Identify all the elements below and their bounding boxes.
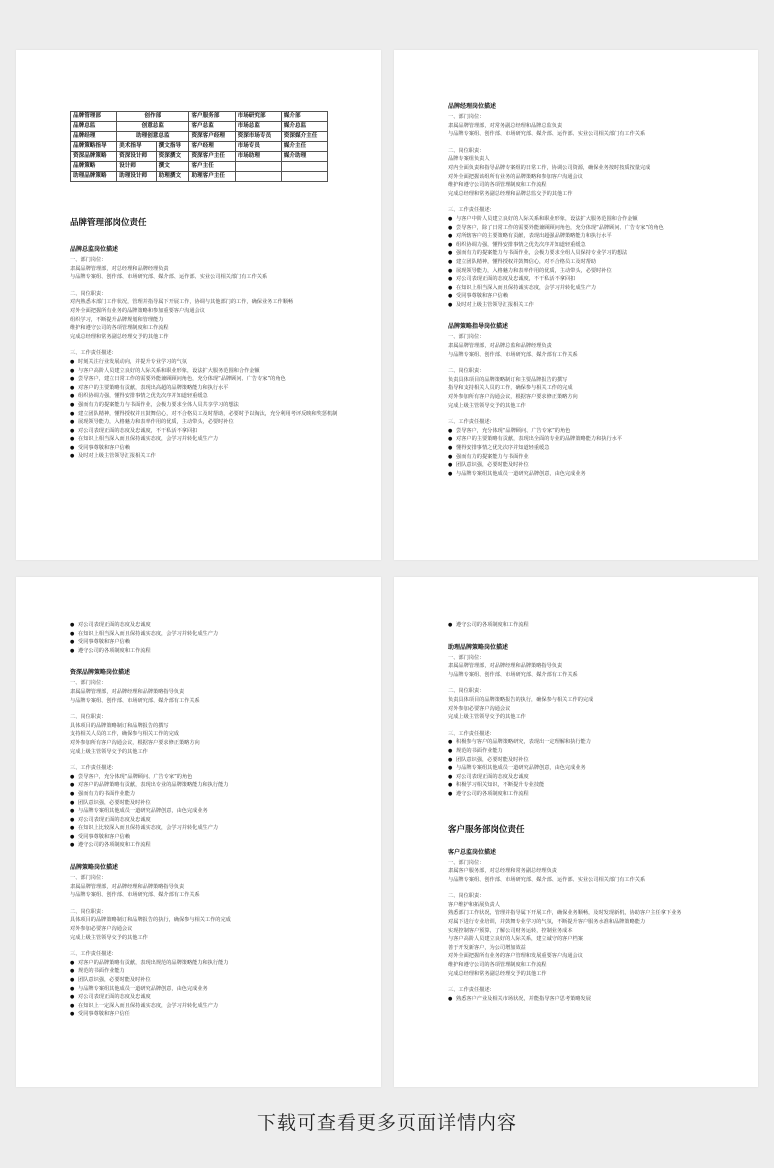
text-line: 指导和支持相关人员的工作，确保参与相关工作的完成 [448, 385, 573, 392]
list-item: ● 强而有力的提案能力与书面作业 [448, 453, 758, 462]
text-line: 对外参加所有客户沟通会议，根据客户要求修正策略方向 [70, 739, 200, 746]
block-title: 品牌经理岗位描述 [448, 103, 497, 110]
list-item: ● 对客户的品牌策略有贡献，表现出规范的品牌策略能力和执行能力 [70, 959, 381, 968]
block-title: 助理品牌策略岗位描述 [448, 643, 509, 651]
list-item: ● 及时对上级主管领导汇报相关工作 [70, 452, 381, 461]
list-item: ● 对公司表现正面的态度及忠诚度 [448, 773, 758, 782]
paragraph-group [448, 687, 758, 721]
table-cell [235, 172, 281, 182]
table-cell: 市场总监 [235, 122, 281, 132]
list-item: ● 建立团队精神，懂得授权并鼓舞信心，对不合格员工及时帮助 [448, 258, 758, 267]
list-item: ● 团队意识强，必要时能及时补位 [448, 461, 758, 470]
text-line: 对外参加必要客户沟通会议 [70, 926, 133, 933]
text-line: 对外全面把握所有业务的客户管理和发展重要客户沟通会议 [448, 953, 583, 960]
list-item: ● 与客户高阶人员建立良好的人际关系和职业形象，设法扩大服务范围和合作金额 [70, 367, 381, 376]
list-item: ● 与客户中阶人员建立良好的人际关系和职业形象，设法扩大服务范围和合作金额 [448, 215, 758, 224]
table-cell: 设计师 [117, 162, 156, 172]
table-cell: 媒介总监 [281, 122, 327, 132]
list-item: ● 对客户的主要策略有贡献，表现出全面的专业的品牌策略能力和执行水平 [448, 435, 758, 444]
text-line: 隶属客户服务部，对总经理和常务副总经理负责 [448, 868, 557, 875]
list-item: ● 对公司表现正面的态度及忠诚度 [70, 816, 381, 825]
list-item: ● 受同事尊敬和客户信赖 [448, 292, 758, 301]
list-item: ● 受同事尊敬和客户信任 [70, 1010, 381, 1019]
table-row [71, 152, 328, 162]
table-cell: 美术指导 [117, 142, 156, 152]
table-row [71, 162, 328, 172]
paragraph-group [448, 859, 758, 885]
table-cell: 创作部 [117, 112, 189, 122]
paragraph-group [70, 874, 381, 900]
list-item: ● 积极参与客户的品牌策略研究，表现出一定理解和执行能力 [448, 738, 758, 747]
table-row [71, 132, 328, 142]
table-cell: 市场助理 [235, 152, 281, 162]
list-item: ● 与品牌专案组其他成员一道研究品牌创意，由色完成业务 [448, 470, 758, 479]
paragraph-group [448, 654, 758, 680]
text-line: 一、部门岗位： [70, 875, 107, 882]
text-line: 与品牌专案组、创作部、市场研究部、媒介部有工作关系 [448, 671, 578, 678]
bullet-list [70, 959, 381, 1019]
table-cell: 助理撰文 [156, 172, 189, 182]
list-item: ● 受同事尊敬和客户信赖 [70, 444, 381, 453]
text-line: 维护和遵守公司的各项管理制度和工作流程 [70, 325, 169, 332]
paragraph-group [448, 367, 758, 410]
list-item: ● 与品牌专案组其他成员一道研究品牌创意，由色完成业务 [448, 764, 758, 773]
paragraph-group [70, 290, 381, 342]
text-line: 与品牌专案组、创作部、市场研究部、媒介部有工作关系 [70, 697, 200, 704]
paragraph-group [70, 713, 381, 756]
text-line: 与品牌专案组、创作部、市场研究部、媒介部、运作部、实业公司相关部门有工作关系 [448, 876, 646, 883]
table-cell: 资深撰文 [156, 152, 189, 162]
list-item: ● 在知识上比较深入而且保持诚实态度，会学习并转化成生产力 [70, 824, 381, 833]
bullet-list [448, 427, 758, 479]
list-item: ● 在知识上相当深入而且保持诚实态度，会学习并转化成生产力 [448, 284, 758, 293]
bullet-list [70, 773, 381, 850]
text-line: 二、岗位职责： [448, 688, 485, 695]
text-line: 对内全面负责和指导品牌专案组的日常工作，协调公司资源，确保业务按时按质按量完成 [448, 164, 651, 171]
list-item: ● 对客户的主要策略有贡献，表现出高超的品牌策略能力和执行水平 [70, 384, 381, 393]
bullet-list [70, 621, 381, 655]
list-item: ● 受同事尊敬和客户信赖 [70, 833, 381, 842]
text-line: 完成上级主管领导交予的其他工作 [448, 714, 526, 721]
text-line: 负责具体项目的品牌策略报告的执行，确保参与相关工作的完成 [448, 696, 594, 703]
paragraph-group [448, 333, 758, 359]
table-cell: 助理创意总监 [117, 132, 189, 142]
text-line: 组织学习，不断提升品牌规划和管理能力 [70, 316, 164, 323]
block-title: 品牌策略指导岗位描述 [448, 323, 509, 331]
table-cell: 资深客户主任 [189, 152, 235, 162]
text-line: 维护和遵守公司的各项管理制度和工作流程 [448, 962, 547, 969]
text-line: 一、部门岗位： [448, 859, 485, 866]
paragraph-group [70, 679, 381, 705]
text-line: 对外全面把握该组所有业务的品牌策略和参加客户沟通会议 [448, 173, 583, 180]
list-item: ● 遵守公司的各项制度和工作流程 [70, 841, 381, 850]
text-line: 二、岗位职责： [448, 368, 485, 375]
list-item: ● 对客户的品牌策略有贡献，表现出专业的品牌策略能力和执行能力 [70, 781, 381, 790]
table-cell: 品牌总监 [71, 122, 117, 132]
list-item: ● 遵守公司的各项制度和工作流程 [448, 790, 758, 799]
text-line: 完成上级主管领导交予的其他工作 [70, 934, 148, 941]
list-item: ● 及时对上级主管领导汇报相关工作 [448, 301, 758, 310]
list-item: ● 建立团队精神，懂得授权并且鼓舞信心，对不合格员工及时帮助，必要时予以淘汰，充分利用考评反映和奖惩机制 [70, 410, 381, 419]
list-item: ● 组织协调力强，懂得安排事情之优先次序并知道轻重缓急 [448, 241, 758, 250]
text-line: 二、岗位职责： [70, 908, 107, 915]
section-title: 客户服务部岗位责任 [448, 824, 525, 835]
table-cell: 客户服务部 [189, 112, 235, 122]
list-item: ● 团队意识强，必要时能及时补位 [448, 756, 758, 765]
text-line: 隶属品牌管理部，对品牌经理和品牌策略指导负责 [70, 688, 185, 695]
text-line: 完成总经理和常务副总经理交予的其他工作 [448, 970, 547, 977]
list-item: ● 规范的书面作业能力 [70, 967, 381, 976]
text-line: 支持相关人员的工作，确保参与相关工作的完成 [70, 731, 179, 738]
paragraph-group [70, 256, 381, 282]
table-row [71, 112, 328, 122]
text-line: 一、部门岗位： [448, 114, 485, 120]
list-item: ● 团队意识强，必要时能及时补位 [70, 799, 381, 808]
text-line: 隶属品牌管理部，对品牌经理和品牌策略指导负责 [70, 883, 185, 890]
list-item: ● 对所辖客户的主要策略有贡献，表现出超强品牌策略能力和执行水平 [448, 232, 758, 241]
table-row [71, 122, 328, 132]
list-item: ● 展现领导能力，入格魅力和表率作用的优质，主动带头，必要时补位 [70, 418, 381, 427]
text-line: 一、部门岗位： [70, 680, 107, 687]
text-line: 负责具体项目的品牌策略制订和主要品牌报告的撰写 [448, 376, 568, 383]
block-title: 客户总监岗位描述 [448, 848, 497, 856]
list-heading: 三、工作责任描述： [70, 951, 117, 958]
text-line: 二、岗位职责： [448, 893, 485, 900]
table-cell: 市场研究部 [235, 112, 281, 122]
text-line: 具体项目的品牌策略制订和品牌报告的执行，确保参与相关工作的完成 [70, 917, 231, 924]
list-item: ● 在知识上一定深入而且保持诚实态度，会学习并转化成生产力 [70, 1002, 381, 1011]
table-row [71, 172, 328, 182]
list-item: ● 尝导客户，除了日常工作的需要外能兼顾顾问角色，充分体现“品牌顾问、广告专家”的角色 [448, 224, 758, 233]
table-cell [281, 172, 327, 182]
org-structure-table [70, 111, 328, 182]
paragraph-group [448, 892, 758, 978]
text-line: 隶属品牌管理部，对品牌经理和品牌策略指导负责 [448, 663, 563, 670]
list-item: ● 尝导客户，建立日常工作的需要外能兼顾顾问角色，充分体现“品牌顾问、广告专家”的角色 [70, 375, 381, 384]
text-line: 一、部门岗位： [448, 334, 485, 341]
table-cell: 品牌策略指导 [71, 142, 117, 152]
table-cell: 资深媒介主任 [281, 132, 327, 142]
text-line: 完成上级主管领导交予的其他工作 [70, 748, 148, 755]
paragraph-group [448, 147, 758, 199]
text-line: 善于开发新客户，为公司增加效益 [448, 944, 526, 951]
list-item: ● 强而有力的提案能力与书面作业，会极力要求全组人员保持专业学习的想法 [448, 249, 758, 258]
list-item: ● 规范的书面作业能力 [448, 747, 758, 756]
table-cell: 品牌经理 [71, 132, 117, 142]
text-line: 维护和遵守公司的各项管理制度和工作流程 [448, 182, 547, 189]
list-item: ● 遵守公司的各项制度和工作流程 [70, 647, 381, 656]
text-line: 与品牌专案组、创作部、市场研究部、媒介部、运作部、实业公司相关部门有工作关系 [70, 274, 268, 281]
table-cell [281, 162, 327, 172]
list-item: ● 团队意识强，必要时能及时补位 [70, 976, 381, 985]
table-cell: 撰文指导 [156, 142, 189, 152]
list-item: ● 对公司表现正面的态度及忠诚度，不干私活不拿回扣 [448, 275, 758, 284]
list-heading: 三、工作责任描述： [70, 765, 117, 772]
list-item: ● 熟悉客户产业及相关市场状况，并能指导客户思考策略发展 [448, 995, 758, 1004]
text-line: 对属下进行专业培训，并鼓舞专业学习的气氛，不断提升客户服务水准和品牌策略能力 [448, 919, 646, 926]
list-item: ● 懂得安排事情之优先次序并知道轻重缓急 [448, 444, 758, 453]
download-more-caption: 下载可查看更多页面详情内容 [256, 1112, 517, 1134]
text-line: 熟悉部门工作状况，管理并指导属下开展工作，确保业务顺畅，及时发现新机，协助客户主任拿下业务 [448, 910, 682, 917]
text-line: 完成总经理和常务副总经理交予的其他工作 [70, 333, 169, 340]
table-cell: 助理客户主任 [189, 172, 235, 182]
text-line: 二、岗位职责： [70, 714, 107, 721]
table-cell: 品牌管理部 [71, 112, 117, 122]
list-item: ● 时刻关注行业发展动向，并提升专业学习的气氛 [70, 358, 381, 367]
list-item: ● 对公司表现正面的态度及忠诚度 [70, 993, 381, 1002]
document-page-1 [16, 50, 381, 560]
paragraph-group [70, 908, 381, 942]
table-cell: 资深品牌策略 [71, 152, 117, 162]
text-line: 客户维护和拓展负责人 [448, 901, 500, 908]
table-cell: 媒介部 [281, 112, 327, 122]
list-item: ● 在知识上相当深入而且保持诚实态度，会学习并转化成生产力 [70, 630, 381, 639]
text-line: 与客户高阶人员建立良好的人际关系，建立诚守的客户档案 [448, 936, 583, 943]
text-line: 对内熟悉本部门工作状况，管理并指导属下开展工作，协调与其他部门的工作，确保业务工作顺畅 [70, 299, 294, 306]
document-page-3 [16, 577, 381, 1087]
table-cell: 助理设计师 [117, 172, 156, 182]
list-item: ● 尝导客户，充分体现“品牌顾问、广告专家”的角色 [448, 427, 758, 436]
text-line: 对外参加所有客户沟通会议，根据客户要求修正策略方向 [448, 394, 578, 401]
list-item: ● 与品牌专案组其他成员一道研究品牌创意，由色完成业务 [70, 807, 381, 816]
text-line: 一、部门岗位： [448, 654, 485, 661]
text-line: 与品牌专案组、创作部、市场研究部、媒介部有工作关系 [70, 892, 200, 899]
list-item: ● 组织协调力强，懂得安排事情之优先次序并知道轻重缓急 [70, 392, 381, 401]
table-row [71, 142, 328, 152]
list-item: ● 受同事尊敬和客户信赖 [70, 638, 381, 647]
list-item: ● 展现领导能力，入格魅力和表率作用的优质，主动带头，必要时补位 [448, 267, 758, 276]
list-heading: 三、工作责任描述： [70, 350, 117, 357]
text-line: 与品牌专案组、创作部、市场研究部、媒介部、运作部、实业公司相关部门有工作关系 [448, 131, 646, 138]
text-line: 品牌专案组负责人 [448, 156, 490, 163]
list-heading: 三、工作责任描述： [448, 730, 495, 737]
list-item: ● 强而有力的提案能力与书面作业，会极力要求全体人员共享学习的想法 [70, 401, 381, 410]
list-heading: 三、工作责任描述： [448, 987, 495, 994]
table-cell: 创意总监 [117, 122, 189, 132]
list-item: ● 遵守公司的各项制度和工作流程 [448, 621, 758, 630]
list-heading: 三、工作责任描述： [448, 207, 495, 214]
text-line: 二、岗位职责： [70, 290, 107, 297]
block-title: 资深品牌策略岗位描述 [70, 669, 131, 677]
table-cell: 客户经理 [189, 142, 235, 152]
text-line: 隶属品牌管理部，对总经理和品牌经理负责 [70, 265, 169, 272]
document-page-2 [394, 50, 758, 560]
text-line: 隶属品牌管理部，对品牌总监和品牌经理负责 [448, 343, 552, 350]
list-item: ● 在知识上相当深入而且保持诚实态度，会学习并转化成生产力 [70, 435, 381, 444]
section-title: 品牌管理部岗位责任 [70, 218, 147, 228]
bullet-list [448, 215, 758, 310]
table-cell: 媒介助理 [281, 152, 327, 162]
list-item: ● 与品牌专案组其他成员一道研究品牌创意，由色完成业务 [70, 985, 381, 994]
text-line: 完成总经理和常务副总经理和品牌总监交予的其他工作 [448, 190, 573, 197]
paragraph-group [448, 113, 758, 139]
block-title: 品牌策略岗位描述 [70, 864, 119, 872]
list-item: ● 尝导客户，充分体现“品牌顾问、广告专家”的角色 [70, 773, 381, 782]
table-cell: 资深市场专员 [235, 132, 281, 142]
text-line: 实现控制客户预算，了解公司财务运转，控制业务成本 [448, 927, 573, 934]
text-line: 一、部门岗位： [70, 257, 107, 263]
table-cell: 媒介主任 [281, 142, 327, 152]
text-line: 隶属品牌管理部，对常务副总经理和品牌总监负责 [448, 122, 563, 129]
table-cell: 资深客户经理 [189, 132, 235, 142]
text-line: 具体项目的品牌策略制订和品牌报告的撰写 [70, 722, 169, 729]
list-item: ● 对公司表现正面的态度及忠诚度，不干私活不拿回扣 [70, 427, 381, 436]
list-item: ● 积极学习相关知识，不断提升专业技能 [448, 781, 758, 790]
table-cell: 市场专员 [235, 142, 281, 152]
bullet-list [448, 995, 758, 1004]
table-cell: 撰文 [156, 162, 189, 172]
bullet-list [448, 738, 758, 798]
text-line: 对外参加必要客户沟通会议 [448, 705, 511, 712]
table-cell [235, 162, 281, 172]
table-cell: 客户主任 [189, 162, 235, 172]
table-cell: 资深设计师 [117, 152, 156, 162]
table-cell: 客户总监 [189, 122, 235, 132]
table-cell: 品牌策略 [71, 162, 117, 172]
list-item: ● 强而有力的书面作业能力 [70, 790, 381, 799]
text-line: 与品牌专案组、创作部、市场研究部、媒介部有工作关系 [448, 351, 578, 358]
text-line: 对外全面把握所有业务的品牌策略和参加重要客户沟通会议 [70, 307, 205, 314]
list-item: ● 对公司表现正面的态度及忠诚度 [70, 621, 381, 630]
bullet-list [70, 358, 381, 461]
bullet-list [448, 621, 758, 630]
block-title: 品牌总监岗位描述 [70, 246, 119, 253]
text-line: 二、岗位职责： [448, 147, 485, 154]
list-heading: 三、工作责任描述： [448, 419, 495, 426]
text-line: 完成上级主管领导交予的其他工作 [448, 402, 526, 409]
document-page-4 [394, 577, 758, 1087]
table-cell: 助理品牌策略 [71, 172, 117, 182]
